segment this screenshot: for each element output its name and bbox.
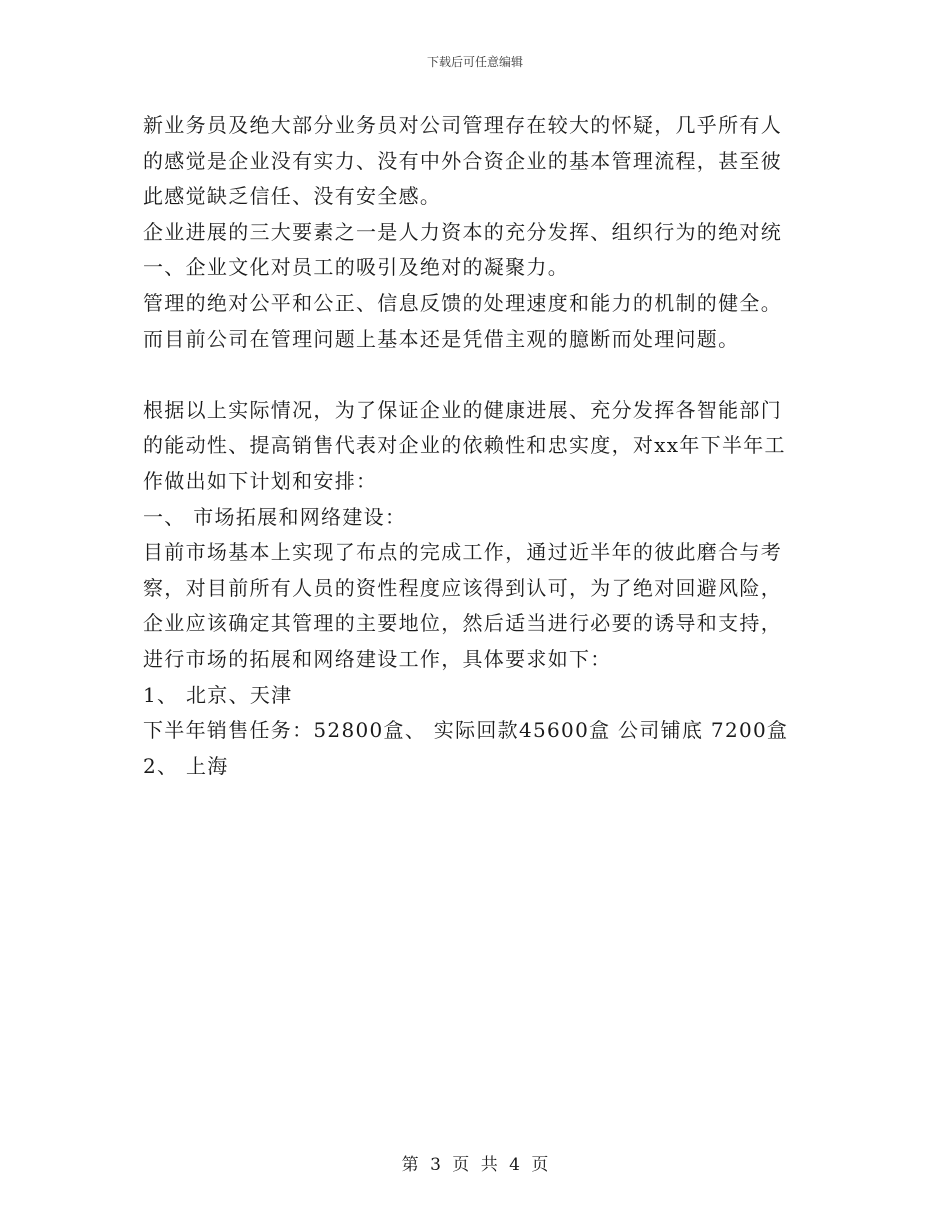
list-item: 1、 北京、天津 (143, 682, 293, 707)
paragraph-line: 根据以上实际情况，为了保证企业的健康进展、充分发挥各智能部门 (143, 397, 782, 422)
paragraph-line: 的感觉是企业没有实力、没有中外合资企业的基本管理流程，甚至彼 (143, 148, 782, 173)
paragraph-line: 的能动性、提高销售代表对企业的依赖性和忠实度，对xx年下半年工 (143, 433, 786, 458)
list-item: 2、 上海 (143, 753, 229, 778)
paragraph-line: 进行市场的拓展和网络建设工作，具体要求如下： (143, 646, 612, 671)
paragraph-line: 而目前公司在管理问题上基本还是凭借主观的臆断而处理问题。 (143, 326, 740, 351)
section-heading: 一、 市场拓展和网络建设： (143, 504, 407, 529)
paragraph-line: 一、企业文化对员工的吸引及绝对的凝聚力。 (143, 255, 569, 280)
paragraph-line: 此感觉缺乏信任、没有安全感。 (143, 184, 442, 209)
paragraph-line: 察，对目前所有人员的资性程度应该得到认可，为了绝对回避风险， (143, 575, 782, 600)
paragraph-line: 新业务员及绝大部分业务员对公司管理存在较大的怀疑，几乎所有人 (143, 113, 782, 137)
paragraph-line: 管理的绝对公平和公正、信息反馈的处理速度和能力的机制的健全。 (143, 290, 782, 315)
paragraph-line: 企业进展的三大要素之一是人力资本的充分发挥、组织行为的绝对统 (143, 219, 782, 244)
paragraph-line: 作做出如下计划和安排： (143, 468, 378, 493)
paragraph-line: 企业应该确定其管理的主要地位，然后适当进行必要的诱导和支持， (143, 611, 782, 636)
page-header: 下载后可任意编辑 (426, 55, 523, 69)
page-number: 第 3 页 共 4 页 (401, 1155, 549, 1175)
blank-line (143, 357, 808, 393)
sales-target-line: 下半年销售任务：52800盒、 实际回款45600盒 公司铺底 7200盒 (143, 718, 789, 743)
paragraph-line: 目前市场基本上实现了布点的完成工作，通过近半年的彼此磨合与考 (143, 540, 782, 565)
document-body (143, 108, 808, 784)
